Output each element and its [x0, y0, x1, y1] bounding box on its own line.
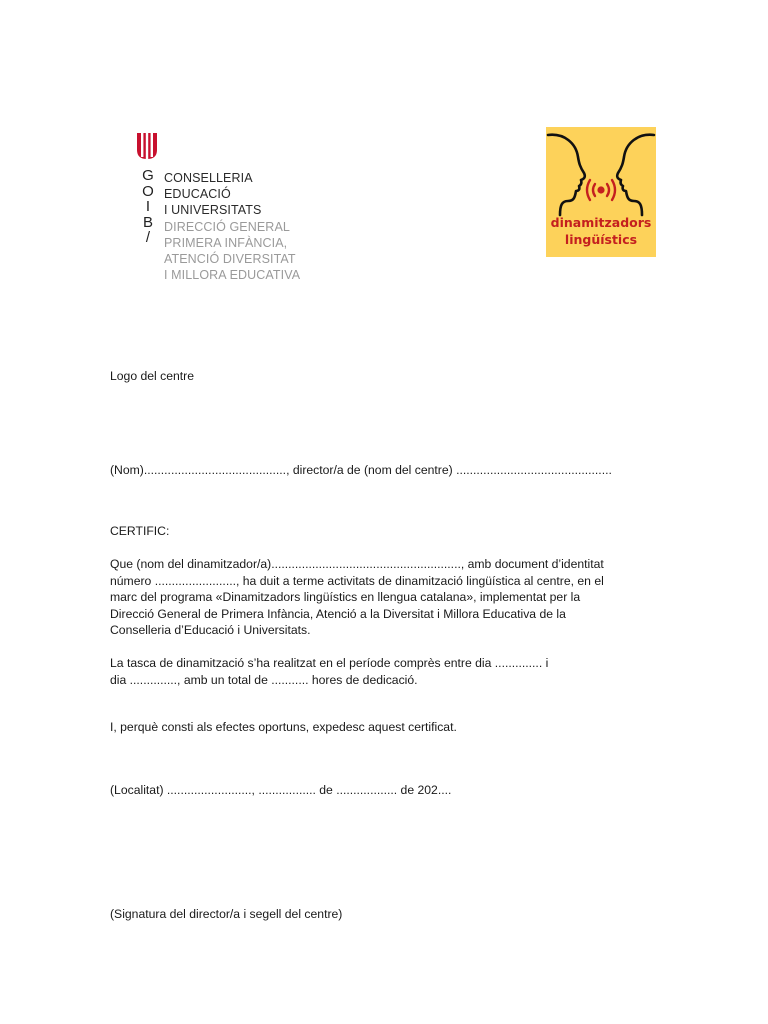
paragraph-line: dia .............., amb un total de ........... hores de dedicació.: [110, 672, 418, 687]
goib-line: I UNIVERSITATS: [164, 203, 262, 218]
linguistics-label: lingüístics: [564, 232, 638, 247]
certification-paragraph: [110, 556, 670, 639]
goib-line: ATENCIÓ DIVERSITAT: [164, 251, 296, 266]
paragraph-line: Direcció General de Primera Infància, Atenció a la Diversitat i Millora Educativa de la: [110, 606, 566, 621]
certific-heading: CERTIFIC:: [110, 524, 170, 538]
director-line: (Nom).........................................., director/a de (nom del centre) ..............................................: [110, 463, 612, 477]
goib-letter: G: [142, 167, 154, 184]
paragraph-line: Conselleria d’Educació i Universitats.: [110, 623, 311, 638]
closing-statement: I, perquè consti als efectes oportuns, expedesc aquest certificat.: [110, 720, 457, 734]
goib-line: I MILLORA EDUCATIVA: [164, 268, 301, 283]
goib-line: EDUCACIÓ: [164, 187, 231, 202]
place-date-line: (Localitat) ........................., ................. de .................. de 202....: [110, 783, 452, 797]
paragraph-line: La tasca de dinamització s’ha realitzat en el període comprès entre dia .............. i: [110, 656, 549, 670]
goib-crest-icon: [136, 132, 158, 160]
centre-logo-placeholder: Logo del centre: [110, 369, 195, 383]
paragraph-line: número ........................, ha duit a terme activitats de dinamització lingüística al centre, en el: [110, 573, 604, 588]
paragraph-line: Que (nom del dinamitzador/a)........................................................, amb document d’identitat: [110, 557, 604, 571]
goib-letter: O: [142, 182, 154, 200]
signature-line: (Signatura del director/a i segell del centre): [110, 907, 343, 921]
paragraph-line: marc del programa «Dinamitzadors lingüístics en llengua catalana», implementat per la: [110, 590, 581, 605]
goib-department-text: [164, 170, 300, 283]
period-paragraph: [110, 655, 670, 688]
dinamitzadors-logo: [546, 127, 656, 257]
dinamitzadors-label: dinamitzadors: [550, 215, 652, 230]
goib-line: DIRECCIÓ GENERAL: [164, 219, 290, 234]
goib-letter: /: [145, 229, 151, 246]
goib-letter: I: [145, 198, 151, 215]
goib-line: PRIMERA INFÀNCIA,: [164, 235, 288, 250]
goib-letter: B: [142, 213, 153, 231]
goib-letters: [140, 168, 156, 246]
goib-line: CONSELLERIA: [164, 171, 253, 185]
